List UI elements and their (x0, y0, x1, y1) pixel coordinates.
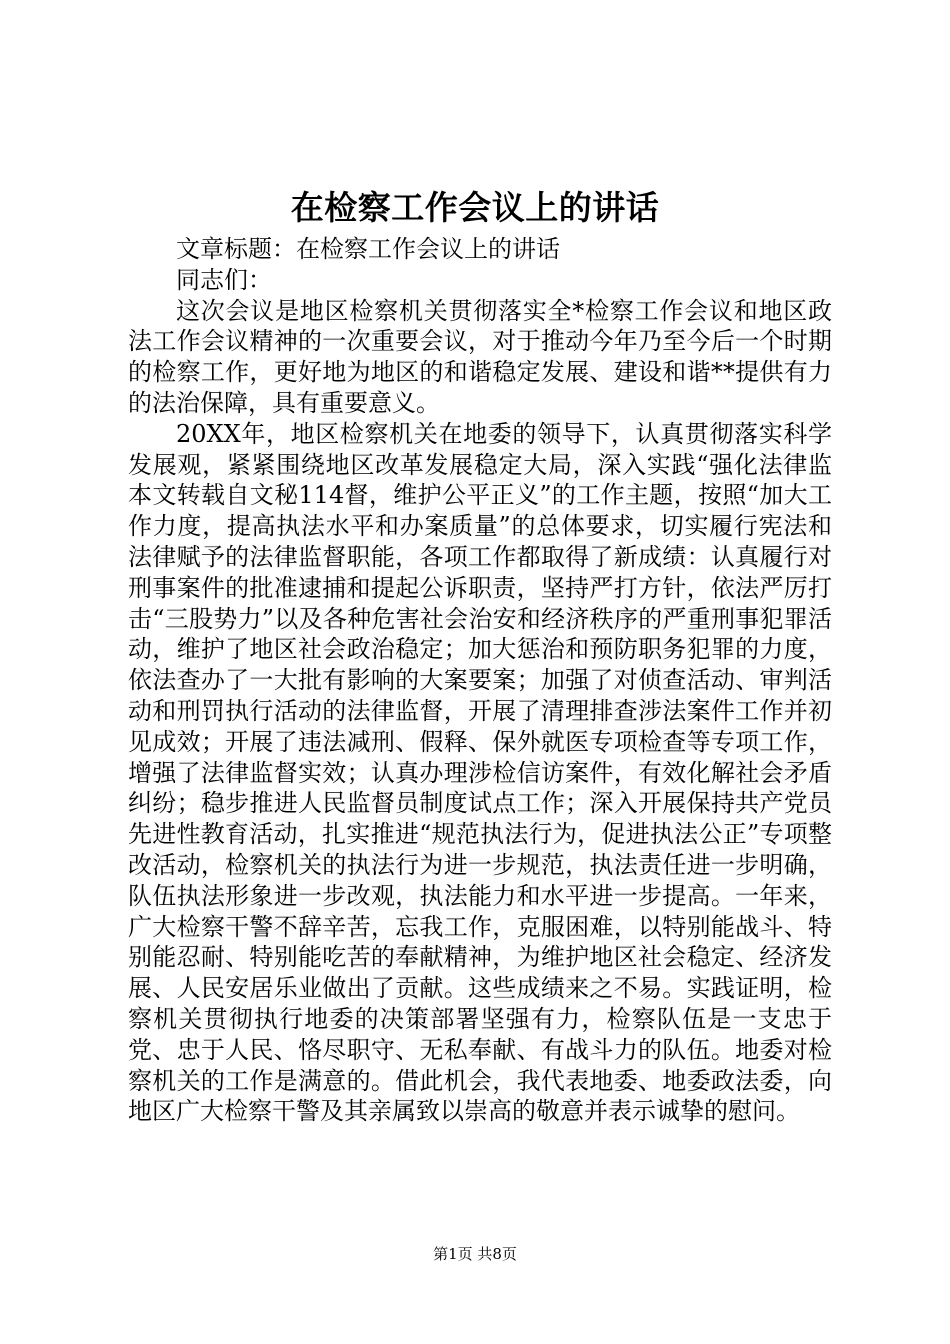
document-title: 在检察工作会议上的讲话 (290, 188, 660, 227)
article-title-line: 文章标题：在检察工作会议上的讲话 (176, 235, 560, 263)
page-number-footer: 第1页 共8页 (433, 1245, 517, 1263)
salutation: 同志们： (176, 265, 272, 294)
document-body (128, 234, 832, 1127)
body-paragraph: 这次会议是地区检察机关贯彻落实全*检察工作会议和地区政法工作会议精神的一次重要会议，对于推动今年乃至今后一个时期的检察工作，更好地为地区的和谐稳定发展、建设和谐**提供有力的法治保障，具有重要意义。 (128, 296, 832, 417)
body-paragraph: 20XX年，地区检察机关在地委的领导下，认真贯彻落实科学发展观，紧紧围绕地区改革发展稳定大局，深入实践“强化法律监本文转载自文秘114督，维护公平正义”的工作主题，按照“加大工作力度，提高执法水平和办案质量”的总体要求，切实履行宪法和法律赋予的法律监督职能，各项工作都取得了新成绩：认真履行对刑事案件的批准逮捕和提起公诉职责，坚持严打方针，依法严厉打击“三股势力”以及各种危害社会治安和经济秩序的严重刑事犯罪活动，维护了地区社会政治稳定；加大惩治和预防职务犯罪的力度，依法查办了一大批有影响的大案要案；加强了对侦查活动、审判活动和刑罚执行活动的法律监督，开展了清理排查涉法案件工作并初见成效；开展了违法减刑、假释、保外就医专项检查等专项工作，增强了法律监督实效；认真办理涉检信访案件，有效化解社会矛盾纠纷；稳步推进人民监督员制度试点工作；深入开展保持共产党员先进性教育活动，扎实推进“规范执法行为，促进执法公正”专项整改活动，检察机关的执法行为进一步规范，执法责任进一步明确，队伍执法形象进一步改观，执法能力和水平进一步提高。一年来，广大检察干警不辞辛苦，忘我工作，克服困难，以特别能战斗、特别能忍耐、特别能吃苦的奉献精神，为维护地区社会稳定、经济发展、人民安居乐业做出了贡献。这些成绩来之不易。实践证明，检察机关贯彻执行地委的决策部署坚强有力，检察队伍是一支忠于党、忠于人民、恪尽职守、无私奉献、有战斗力的队伍。地委对检察机关的工作是满意的。借此机会，我代表地委、地委政法委，向地区广大检察干警及其亲属致以崇高的敬意并表示诚挚的慰问。 (128, 419, 832, 1126)
